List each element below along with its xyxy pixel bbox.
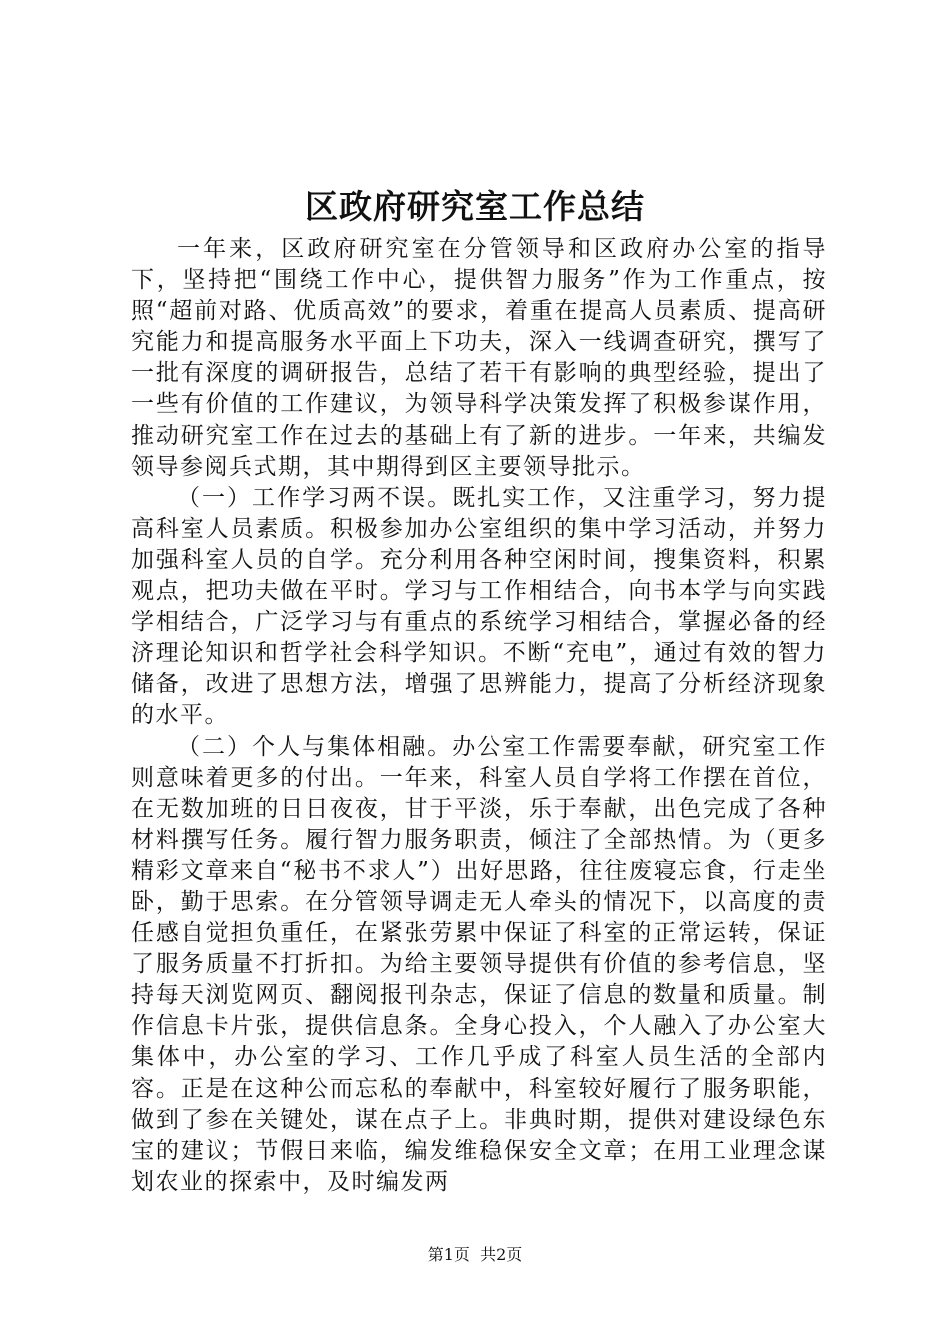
page-number-footer: 第1页 共2页: [427, 1245, 523, 1264]
paragraph-section-2: （二）个人与集体相融。办公室工作需要奉献，研究室工作则意味着更多的付出。一年来，科室人员自学将工作摆在首位，在无数加班的日日夜夜，甘于平淡，乐于奉献，出色完成了各种材料撰写任务。履行智力服务职责，倾注了全部热情。为（更多精彩文章来自“秘书不求人”）出好思路，往往废寝忘食，行走坐卧，勤于思索。在分管领导调走无人牵头的情况下，以高度的责任感自觉担负重任，在紧张劳累中保证了科室的正常运转，保证了服务质量不打折扣。为给主要领导提供有价值的参考信息，坚持每天浏览网页、翻阅报刊杂志，保证了信息的数量和质量。制作信息卡片张，提供信息条。全身心投入，个人融入了办公室大集体中，办公室的学习、工作几乎成了科室人员生活的全部内容。正是在这种公而忘私的奉献中，科室较好履行了服务职能，做到了参在关键处，谋在点子上。非典时期，提供对建设绿色东宝的建议；节假日来临，编发维稳保安全文章；在用工业理念谋划农业的探索中，及时编发两: [131, 733, 827, 1195]
paragraph-section-1: （一）工作学习两不误。既扎实工作，又注重学习，努力提高科室人员素质。积极参加办公室组织的集中学习活动，并努力加强科室人员的自学。充分利用各种空闲时间，搜集资料，积累观点，把功夫做在平时。学习与工作相结合，向书本学与向实践学相结合，广泛学习与有重点的系统学习相结合，掌握必备的经济理论知识和哲学社会科学知识。不断“充电”，通过有效的智力储备，改进了思想方法，增强了思辨能力，提高了分析经济现象的水平。: [131, 484, 827, 729]
paragraph-intro: 一年来，区政府研究室在分管领导和区政府办公室的指导下，坚持把“围绕工作中心，提供智力服务”作为工作重点，按照“超前对路、优质高效”的要求，着重在提高人员素质、提高研究能力和提高服务水平面上下功夫，深入一线调查研究，撰写了一批有深度的调研报告，总结了若干有影响的典型经验，提出了一些有价值的工作建议，为领导科学决策发挥了积极参谋作用，推动研究室工作在过去的基础上有了新的进步。一年来，共编发领导参阅兵式期，其中期得到区主要领导批示。: [131, 236, 827, 480]
document-body: [131, 234, 827, 1198]
document-title: 区政府研究室工作总结: [305, 187, 645, 226]
